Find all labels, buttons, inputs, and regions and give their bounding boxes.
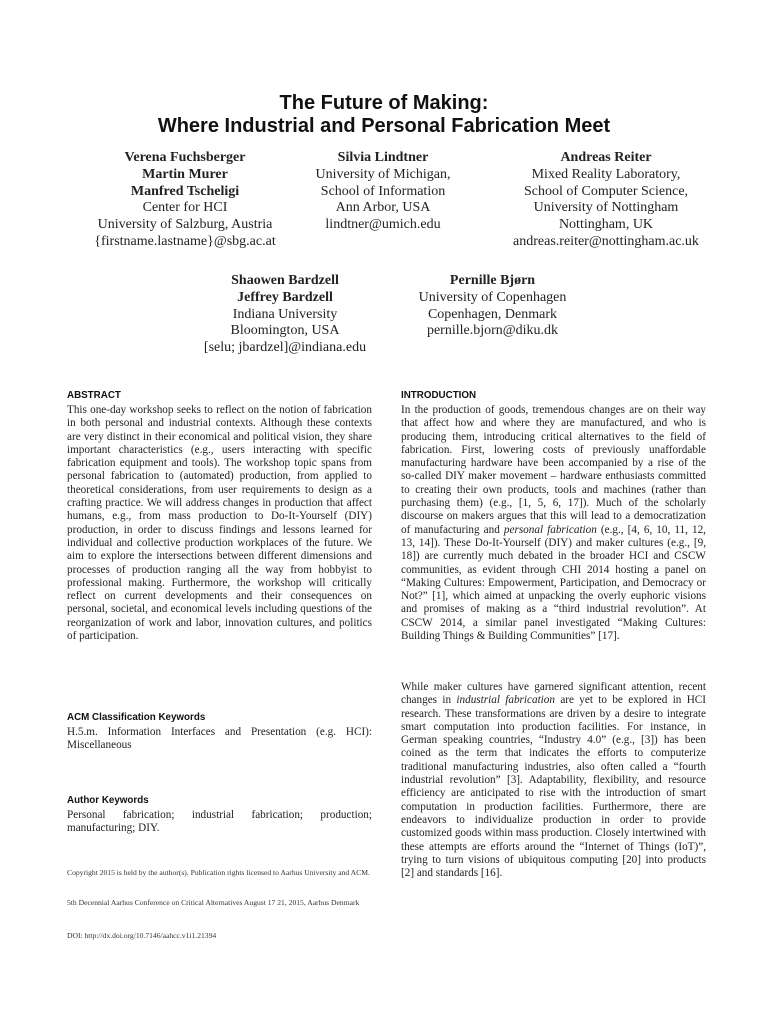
author-keywords-section <box>67 795 372 836</box>
paper-title <box>0 92 768 138</box>
introduction-paragraph-1 <box>401 404 706 643</box>
author-name: Verena Fuchsberger <box>124 150 246 165</box>
introduction-continued <box>401 681 706 880</box>
author-block-indiana <box>180 273 390 357</box>
abstract-heading: ABSTRACT <box>67 390 121 401</box>
author-affiliation: Ann Arbor, USA <box>335 200 431 216</box>
author-block-salzburg <box>70 150 300 251</box>
author-name: Silvia Lindtner <box>337 150 429 165</box>
author-affiliation: Indiana University <box>232 306 338 322</box>
author-name: Manfred Tscheligi <box>130 183 240 199</box>
conference-notice: 5th Decennial Aarhus Conference on Critical Alternatives August 17 21, 2015, Aarhus Denmark <box>67 898 360 907</box>
acm-heading: ACM Classification Keywords <box>67 712 206 723</box>
introduction-heading: INTRODUCTION <box>401 390 477 401</box>
author-affiliation: University of Copenhagen <box>418 289 567 305</box>
introduction-paragraph-2 <box>401 681 706 880</box>
author-affiliation: Mixed Reality Laboratory, <box>531 166 681 182</box>
abstract-text: This one-day workshop seeks to reflect on the notion of fabrication in both personal and industrial contexts. Although these contexts are very distinct in their economical and political vision, they share important characteristics (e.g., users interacting with specific fabrication equipment and tools). The workshop topic spans from personal fabrication to (automated) production, from applied to theoretical considerations, from user requirements to design as a crafting practice. We will address changes in production that affect humans, e.g., from mass production to Do-It-Yourself (DIY) production, in order to discuss findings and lessons learned for individual and collective production workplaces of the future. We aim to explore the intersections between different dimensions and processes of production ranging all the way from hobbyist to professional making. Furthermore, the workshop will critically reflect on current developments and their consequences on personal, societal, and economical levels including questions of the reorganization of work and labor, innovation cultures, and politics of participation. <box>67 404 372 643</box>
acm-classification-section <box>67 712 372 753</box>
introduction-section <box>401 390 706 643</box>
keywords-text: Personal fabrication; industrial fabrication; production; manufacturing; DIY. <box>67 809 372 835</box>
intro-p2-emphasis: industrial fabrication <box>456 694 555 707</box>
keywords-heading: Author Keywords <box>67 795 149 806</box>
author-name: Shaowen Bardzell <box>231 273 339 288</box>
author-email: andreas.reiter@nottingham.ac.uk <box>513 233 699 249</box>
intro-p1-text-b: (e.g., [4, 6, 10, 11, 12, 13, 14]). These Do-It-Yourself (DIY) and maker cultures (e.g., [9, 18]) are currently much debated in the broader HCI and CSCW communities, as evident through CHI 2014 hosting a panel on “Making Cultures: Empowerment, Participation, and Democracy or Not?” [1], which aimed at unpacking the overly euphoric visions and promises of making as a “third industrial revolution”. At CSCW 2014, a similar panel investigated “Making Cultures: Building Things & Building Communities” [17]. <box>401 523 706 643</box>
author-affiliation: University of Michigan, <box>315 166 451 182</box>
title-line-1: The Future of Making: <box>279 92 489 114</box>
author-name: Jeffrey Bardzell <box>237 289 333 305</box>
intro-p1-emphasis: personal fabrication <box>503 523 597 536</box>
intro-p2-text-b: are yet to be explored in HCI research. These transformations are driven by a desire to integrate smart computation into production facilities. For instance, in German speaking countries, “Industry 4.0” (e.g., [3]) has been coined as the term that indicates the efforts to computerize traditional manufacturing industries, also often called a “fourth industrial revolution” [3]. Adaptability, flexibility, and resource efficiency are anticipated to rise with the introduction of smart computation in production facilities. Furthermore, there are endeavors to individualize production in order to provide customized goods within mass production. Closely intertwined with these attempts are efforts around the “Internet of Things (IoT)”, trying to turn visions of ubiquitous computing [20] into products [2] and standards [16]. <box>401 694 706 880</box>
author-email: [selu; jbardzel]@indiana.edu <box>203 340 367 356</box>
intro-p2-text-a: While maker cultures have garnered significant attention, recent changes in <box>401 681 706 707</box>
abstract-section <box>67 390 372 643</box>
author-name: Andreas Reiter <box>560 150 652 165</box>
author-block-nottingham <box>481 150 731 251</box>
author-affiliation: Bloomington, USA <box>230 323 340 339</box>
author-affiliation: Center for HCI <box>142 200 228 216</box>
title-line-2: Where Industrial and Personal Fabrication Meet <box>157 115 611 137</box>
author-block-copenhagen <box>395 273 590 340</box>
author-affiliation: School of Information <box>320 183 446 199</box>
author-affiliation: Nottingham, UK <box>558 217 654 233</box>
author-affiliation: Copenhagen, Denmark <box>427 306 558 322</box>
doi-line: DOI: http://dx.doi.org/10.7146/aahcc.v1i1.21394 <box>67 931 217 940</box>
author-name: Martin Murer <box>142 166 228 182</box>
copyright-notice: Copyright 2015 is held by the author(s). Publication rights licensed to Aarhus University and ACM. <box>67 868 370 877</box>
author-block-michigan <box>283 150 483 234</box>
author-affiliation: University of Nottingham <box>533 200 679 216</box>
intro-p1-text-a: In the production of goods, tremendous changes are on their way that affect how and where they are manufactured, and who is producing them, introducing critical alternatives to the field of fabrication. First, lowering costs of previously unaffordable manufacturing hardware have been accompanied by a rise of the so-called DIY maker movement – hardware enthusiasts committed to creating their own products, tools and machines (rather than purchasing them) (e.g., [1, 5, 6, 17]). Much of the scholarly discourse on makers argues that this will lead to a democratization of manufacturing and <box>401 404 706 536</box>
author-email: pernille.bjorn@diku.dk <box>426 323 559 339</box>
author-email: lindtner@umich.edu <box>325 217 441 233</box>
author-affiliation: School of Computer Science, <box>523 183 689 199</box>
author-name: Pernille Bjørn <box>449 273 536 288</box>
author-email: {firstname.lastname}@sbg.ac.at <box>94 233 276 249</box>
author-affiliation: University of Salzburg, Austria <box>97 217 273 233</box>
acm-text: H.5.m. Information Interfaces and Presentation (e.g. HCI): Miscellaneous <box>67 726 372 752</box>
